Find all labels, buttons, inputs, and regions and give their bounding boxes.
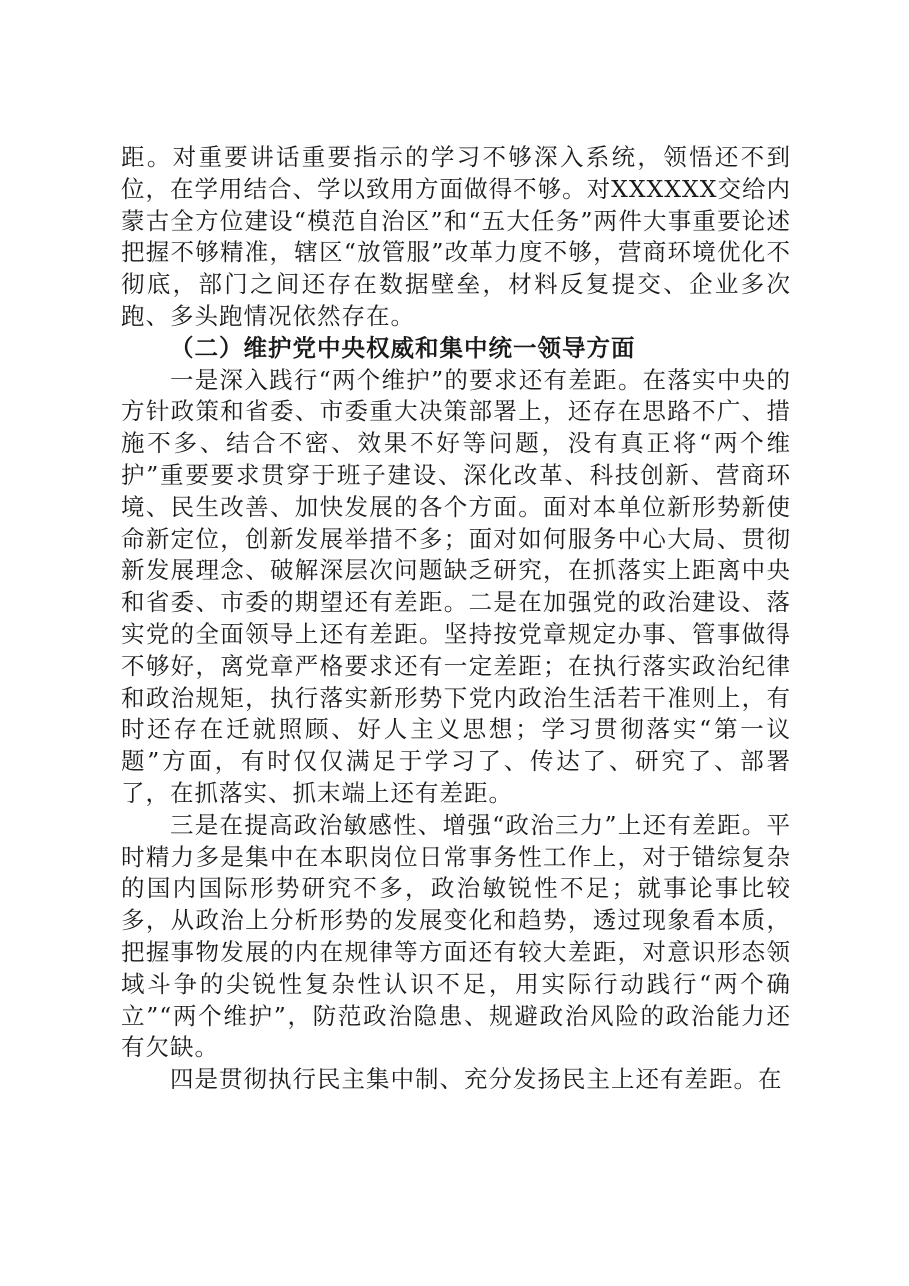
paragraph-two-safeguards: 一是深入践行“两个维护”的要求还有差距。在落实中央的方针政策和省委、市委重大决策部署上，还存在思路不广、措施不多、结合不密、效果不好等问题，没有真正将“两个维护”重要要求贯穿于班子建设、深化改革、科技创新、营商环境、民生改善、加快发展的各个方面。面对本单位新形势新使命新定位，创新发展举措不多；面对如何服务中心大局、贯彻新发展理念、破解深层次问题缺乏研究，在抓落实上距离中央和省委、市委的期望还有差距。二是在加强党的政治建设、落实党的全面领导上还有差距。坚持按党章规定办事、管事做得不够好，离党章严格要求还有一定差距；在执行落实政治纪律和政治规矩，执行落实新形势下党内政治生活若干准则上，有时还存在迁就照顾、好人主义思想；学习贯彻落实“第一议题”方面，有时仅仅满足于学习了、传达了、研究了、部署了，在抓落实、抓末端上还有差距。 <box>121 365 791 807</box>
paragraph-political-sensitivity: 三是在提高政治敏感性、增强“政治三力”上还有差距。平时精力多是集中在本职岗位日常事务性工作上，对于错综复杂的国内国际形势研究不多，政治敏锐性不足；就事论事比较多，从政治上分析形势的发展变化和趋势，透过现象看本质，把握事物发展的内在规律等方面还有较大差距，对意识形态领域斗争的尖锐性复杂性认识不足，用实际行动践行“两个确立”“两个维护”，防范政治隐患、规避政治风险的政治能力还有欠缺。 <box>121 810 791 1062</box>
document-body <box>121 142 791 1096</box>
paragraph-continuation: 距。对重要讲话重要指示的学习不够深入系统，领悟还不到位，在学用结合、学以致用方面做得不够。对XXXXXX交给内蒙古全方位建设“模范自治区”和“五大任务”两件大事重要论述把握不够精准，辖区“放管服”改革力度不够，营商环境优化不彻底，部门之间还存在数据壁垒，材料反复提交、企业多次跑、多头跑情况依然存在。 <box>121 143 791 330</box>
paragraph-democratic-centralism: 四是贯彻执行民主集中制、充分发扬民主上还有差距。在 <box>170 1065 783 1094</box>
section-heading: （二）维护党中央权威和集中统一领导方面 <box>170 333 636 362</box>
